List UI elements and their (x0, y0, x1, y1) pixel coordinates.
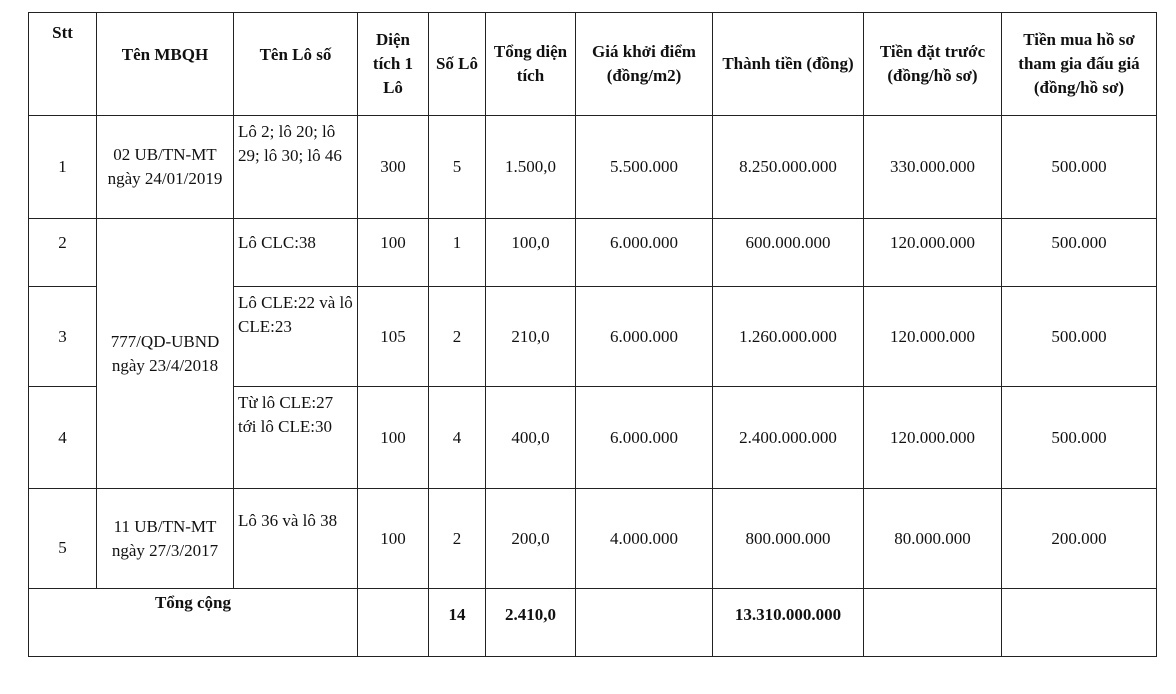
total-label: Tổng cộng (29, 589, 358, 657)
tien-dat-truoc-cell: 120.000.000 (864, 387, 1002, 489)
total-empty-cell (576, 589, 713, 657)
total-empty-cell (1002, 589, 1157, 657)
tong-dien-tich-cell: 1.500,0 (486, 116, 576, 219)
mbqh-cell: 777/QD-UBND ngày 23/4/2018 (97, 219, 234, 489)
dien-tich-cell: 300 (358, 116, 429, 219)
dien-tich-cell: 105 (358, 287, 429, 387)
tien-mua-ho-so-cell: 500.000 (1002, 287, 1157, 387)
stt-cell: 2 (29, 219, 97, 287)
total-thanh-tien: 13.310.000.000 (713, 589, 864, 657)
header-gia-khoi-diem: Giá khởi điểm (đồng/m2) (576, 13, 713, 116)
header-stt: Stt (29, 13, 97, 116)
header-tong-dien-tich: Tổng diện tích (486, 13, 576, 116)
total-row (29, 589, 1157, 657)
gia-khoi-diem-cell: 6.000.000 (576, 387, 713, 489)
so-lo-cell: 1 (429, 219, 486, 287)
total-tong-dien-tich: 2.410,0 (486, 589, 576, 657)
so-lo-cell: 4 (429, 387, 486, 489)
header-so-lo: Số Lô (429, 13, 486, 116)
thanh-tien-cell: 8.250.000.000 (713, 116, 864, 219)
tien-mua-ho-so-cell: 500.000 (1002, 387, 1157, 489)
header-tien-dat-truoc: Tiền đặt trước (đồng/hồ sơ) (864, 13, 1002, 116)
auction-lot-table (28, 12, 1157, 657)
thanh-tien-cell: 2.400.000.000 (713, 387, 864, 489)
total-empty-cell (358, 589, 429, 657)
header-row (29, 13, 1157, 116)
tong-dien-tich-cell: 200,0 (486, 489, 576, 589)
gia-khoi-diem-cell: 4.000.000 (576, 489, 713, 589)
ten-lo-cell: Lô CLE:22 và lô CLE:23 (234, 287, 358, 387)
ten-lo-cell: Lô 36 và lô 38 (234, 489, 358, 589)
thanh-tien-cell: 600.000.000 (713, 219, 864, 287)
header-thanh-tien: Thành tiền (đồng) (713, 13, 864, 116)
tien-dat-truoc-cell: 120.000.000 (864, 287, 1002, 387)
ten-lo-cell: Từ lô CLE:27 tới lô CLE:30 (234, 387, 358, 489)
tien-dat-truoc-cell: 330.000.000 (864, 116, 1002, 219)
header-ten-mbqh: Tên MBQH (97, 13, 234, 116)
stt-cell: 4 (29, 387, 97, 489)
so-lo-cell: 5 (429, 116, 486, 219)
dien-tich-cell: 100 (358, 387, 429, 489)
mbqh-cell: 11 UB/TN-MT ngày 27/3/2017 (97, 489, 234, 589)
thanh-tien-cell: 1.260.000.000 (713, 287, 864, 387)
table-row (29, 116, 1157, 219)
gia-khoi-diem-cell: 5.500.000 (576, 116, 713, 219)
ten-lo-cell: Lô CLC:38 (234, 219, 358, 287)
so-lo-cell: 2 (429, 489, 486, 589)
tien-mua-ho-so-cell: 200.000 (1002, 489, 1157, 589)
tien-dat-truoc-cell: 120.000.000 (864, 219, 1002, 287)
gia-khoi-diem-cell: 6.000.000 (576, 287, 713, 387)
dien-tich-cell: 100 (358, 489, 429, 589)
tien-mua-ho-so-cell: 500.000 (1002, 116, 1157, 219)
stt-cell: 5 (29, 489, 97, 589)
so-lo-cell: 2 (429, 287, 486, 387)
header-tien-mua-ho-so: Tiền mua hồ sơ tham gia đấu giá (đồng/hồ sơ) (1002, 13, 1157, 116)
header-ten-lo-so: Tên Lô số (234, 13, 358, 116)
tong-dien-tich-cell: 210,0 (486, 287, 576, 387)
total-so-lo: 14 (429, 589, 486, 657)
thanh-tien-cell: 800.000.000 (713, 489, 864, 589)
gia-khoi-diem-cell: 6.000.000 (576, 219, 713, 287)
mbqh-cell: 02 UB/TN-MT ngày 24/01/2019 (97, 116, 234, 219)
stt-cell: 3 (29, 287, 97, 387)
tong-dien-tich-cell: 400,0 (486, 387, 576, 489)
tien-mua-ho-so-cell: 500.000 (1002, 219, 1157, 287)
tong-dien-tich-cell: 100,0 (486, 219, 576, 287)
tien-dat-truoc-cell: 80.000.000 (864, 489, 1002, 589)
stt-cell: 1 (29, 116, 97, 219)
table-row (29, 219, 1157, 287)
table-row (29, 489, 1157, 589)
ten-lo-cell: Lô 2; lô 20; lô 29; lô 30; lô 46 (234, 116, 358, 219)
total-empty-cell (864, 589, 1002, 657)
dien-tich-cell: 100 (358, 219, 429, 287)
header-dien-tich-1-lo: Diện tích 1 Lô (358, 13, 429, 116)
